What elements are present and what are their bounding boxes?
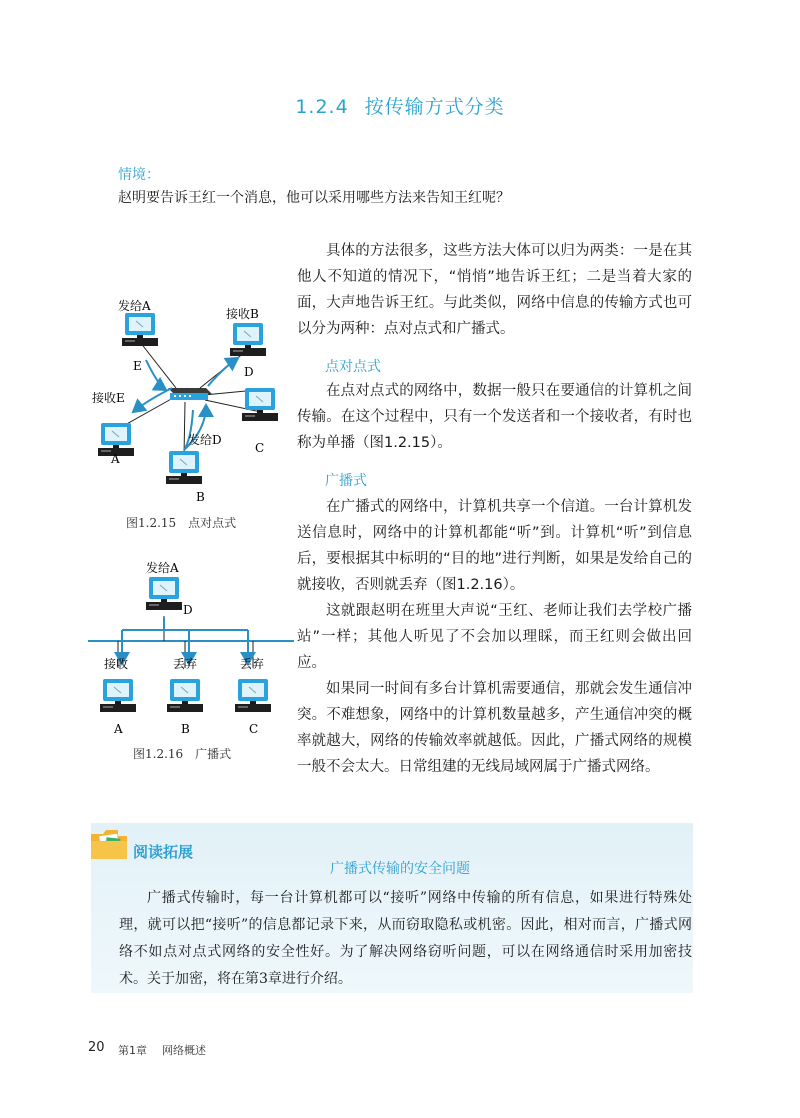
label-discard-1: 丢弃 [173,657,198,671]
broadcast-text-3: 如果同一时间有多台计算机需要通信，那就会发生通信冲突。不难想象，网络中的计算机数量越多，产生通信冲突的概率就越大，网络的传输效率就越低。因此，广播式网络的规模一般不会太大。日常组建的无线局域网属于广播式网络。 [297,681,692,775]
label-d: D [183,603,193,617]
scenario-text: 赵明要告诉王红一个消息，他可以采用哪些方法来告知王红呢？ [118,190,510,206]
label-send-a: 发给A [146,561,179,575]
reading-title: 阅读拓展 [133,843,194,861]
folder-icon [90,828,128,860]
p2p-paragraph [297,378,692,456]
label-recv-b: 接收B [226,307,259,321]
reading-paragraph [119,885,692,993]
label-b: B [181,722,190,736]
broadcast-paragraph-1 [297,494,692,598]
figure-broadcast-caption: 图1.2.16 广播式 [133,747,232,761]
label-recv: 接收 [104,657,129,671]
footer-chapter: 第1章 [118,1044,147,1057]
figure-p2p [78,290,293,505]
label-a: A [114,722,123,736]
footer-chapter-title: 网络概述 [162,1044,206,1057]
computer-icon [242,388,278,421]
broadcast-text-2: 这就跟赵明在班里大声说“王红、老师让我们去学校广播站”一样；其他人听见了不会加以理睬，而王红则会做出回应。 [297,603,692,671]
label-recv-e: 接收E [92,391,125,405]
computer-icon [167,679,203,712]
label-c: C [249,722,259,736]
figure-p2p-caption: 图1.2.15 点对点式 [126,516,237,530]
computer-icon [122,313,158,346]
label-send-a: 发给A [118,299,151,313]
reading-text: 广播式传输时，每一台计算机都可以“接听”网络中传输的所有信息，如果进行特殊处理，就可以把“接听”的信息都记录下来，从而窃取隐私或机密。因此，相对而言，广播式网络不如点对点式网络的安全性好。为了解决网络窃听问题，可以在网络通信时采用加密技术。关于加密，将在第3章进行介绍。 [119,890,692,987]
p2p-text: 在点对点式的网络中，数据一般只在要通信的计算机之间传输。在这个过程中，只有一个发送者和一个接收者，有时也称为单播（图1.2.15）。 [297,383,692,451]
label-a: A [111,452,120,466]
reading-subtitle: 广播式传输的安全问题 [330,861,470,877]
broadcast-paragraph-2 [297,598,692,676]
label-d-top: D [244,365,254,379]
computer-icon [235,679,271,712]
section-title [0,92,800,119]
broadcast-text-1: 在广播式的网络中，计算机共享一个信道。一台计算机发送信息时，网络中的计算机都能“听”到。计算机“听”到信息后，要根据其中标明的“目的地”进行判断，如果是发给自己的就接收，否则就丢弃（图1.2.16）。 [297,499,692,593]
computer-icon [100,679,136,712]
section-heading: 按传输方式分类 [364,96,505,118]
label-c: C [255,441,265,455]
computer-icon [146,577,182,610]
label-discard-2: 丢弃 [240,657,265,671]
section-number: 1.2.4 [295,96,349,118]
computer-icon [166,451,202,484]
page-number: 20 [88,1040,105,1055]
broadcast-paragraph-3 [297,676,692,780]
figure-broadcast [88,556,298,741]
switch-icon [168,388,212,400]
label-e: E [133,359,142,373]
label-b: B [196,490,205,504]
intro-text: 具体的方法很多，这些方法大体可以归为两类：一是在其他人不知道的情况下，“悄悄”地告诉王红；二是当着大家的面，大声地告诉王红。与此类似，网络中信息的传输方式也可以分为两种：点对点式和广播式。 [297,243,692,337]
label-send-d: 发给D [188,433,222,447]
intro-paragraph [297,238,692,342]
broadcast-heading: 广播式 [325,473,367,489]
p2p-heading: 点对点式 [325,359,381,375]
scenario-label: 情境： [118,167,160,183]
computer-icon [230,323,266,356]
